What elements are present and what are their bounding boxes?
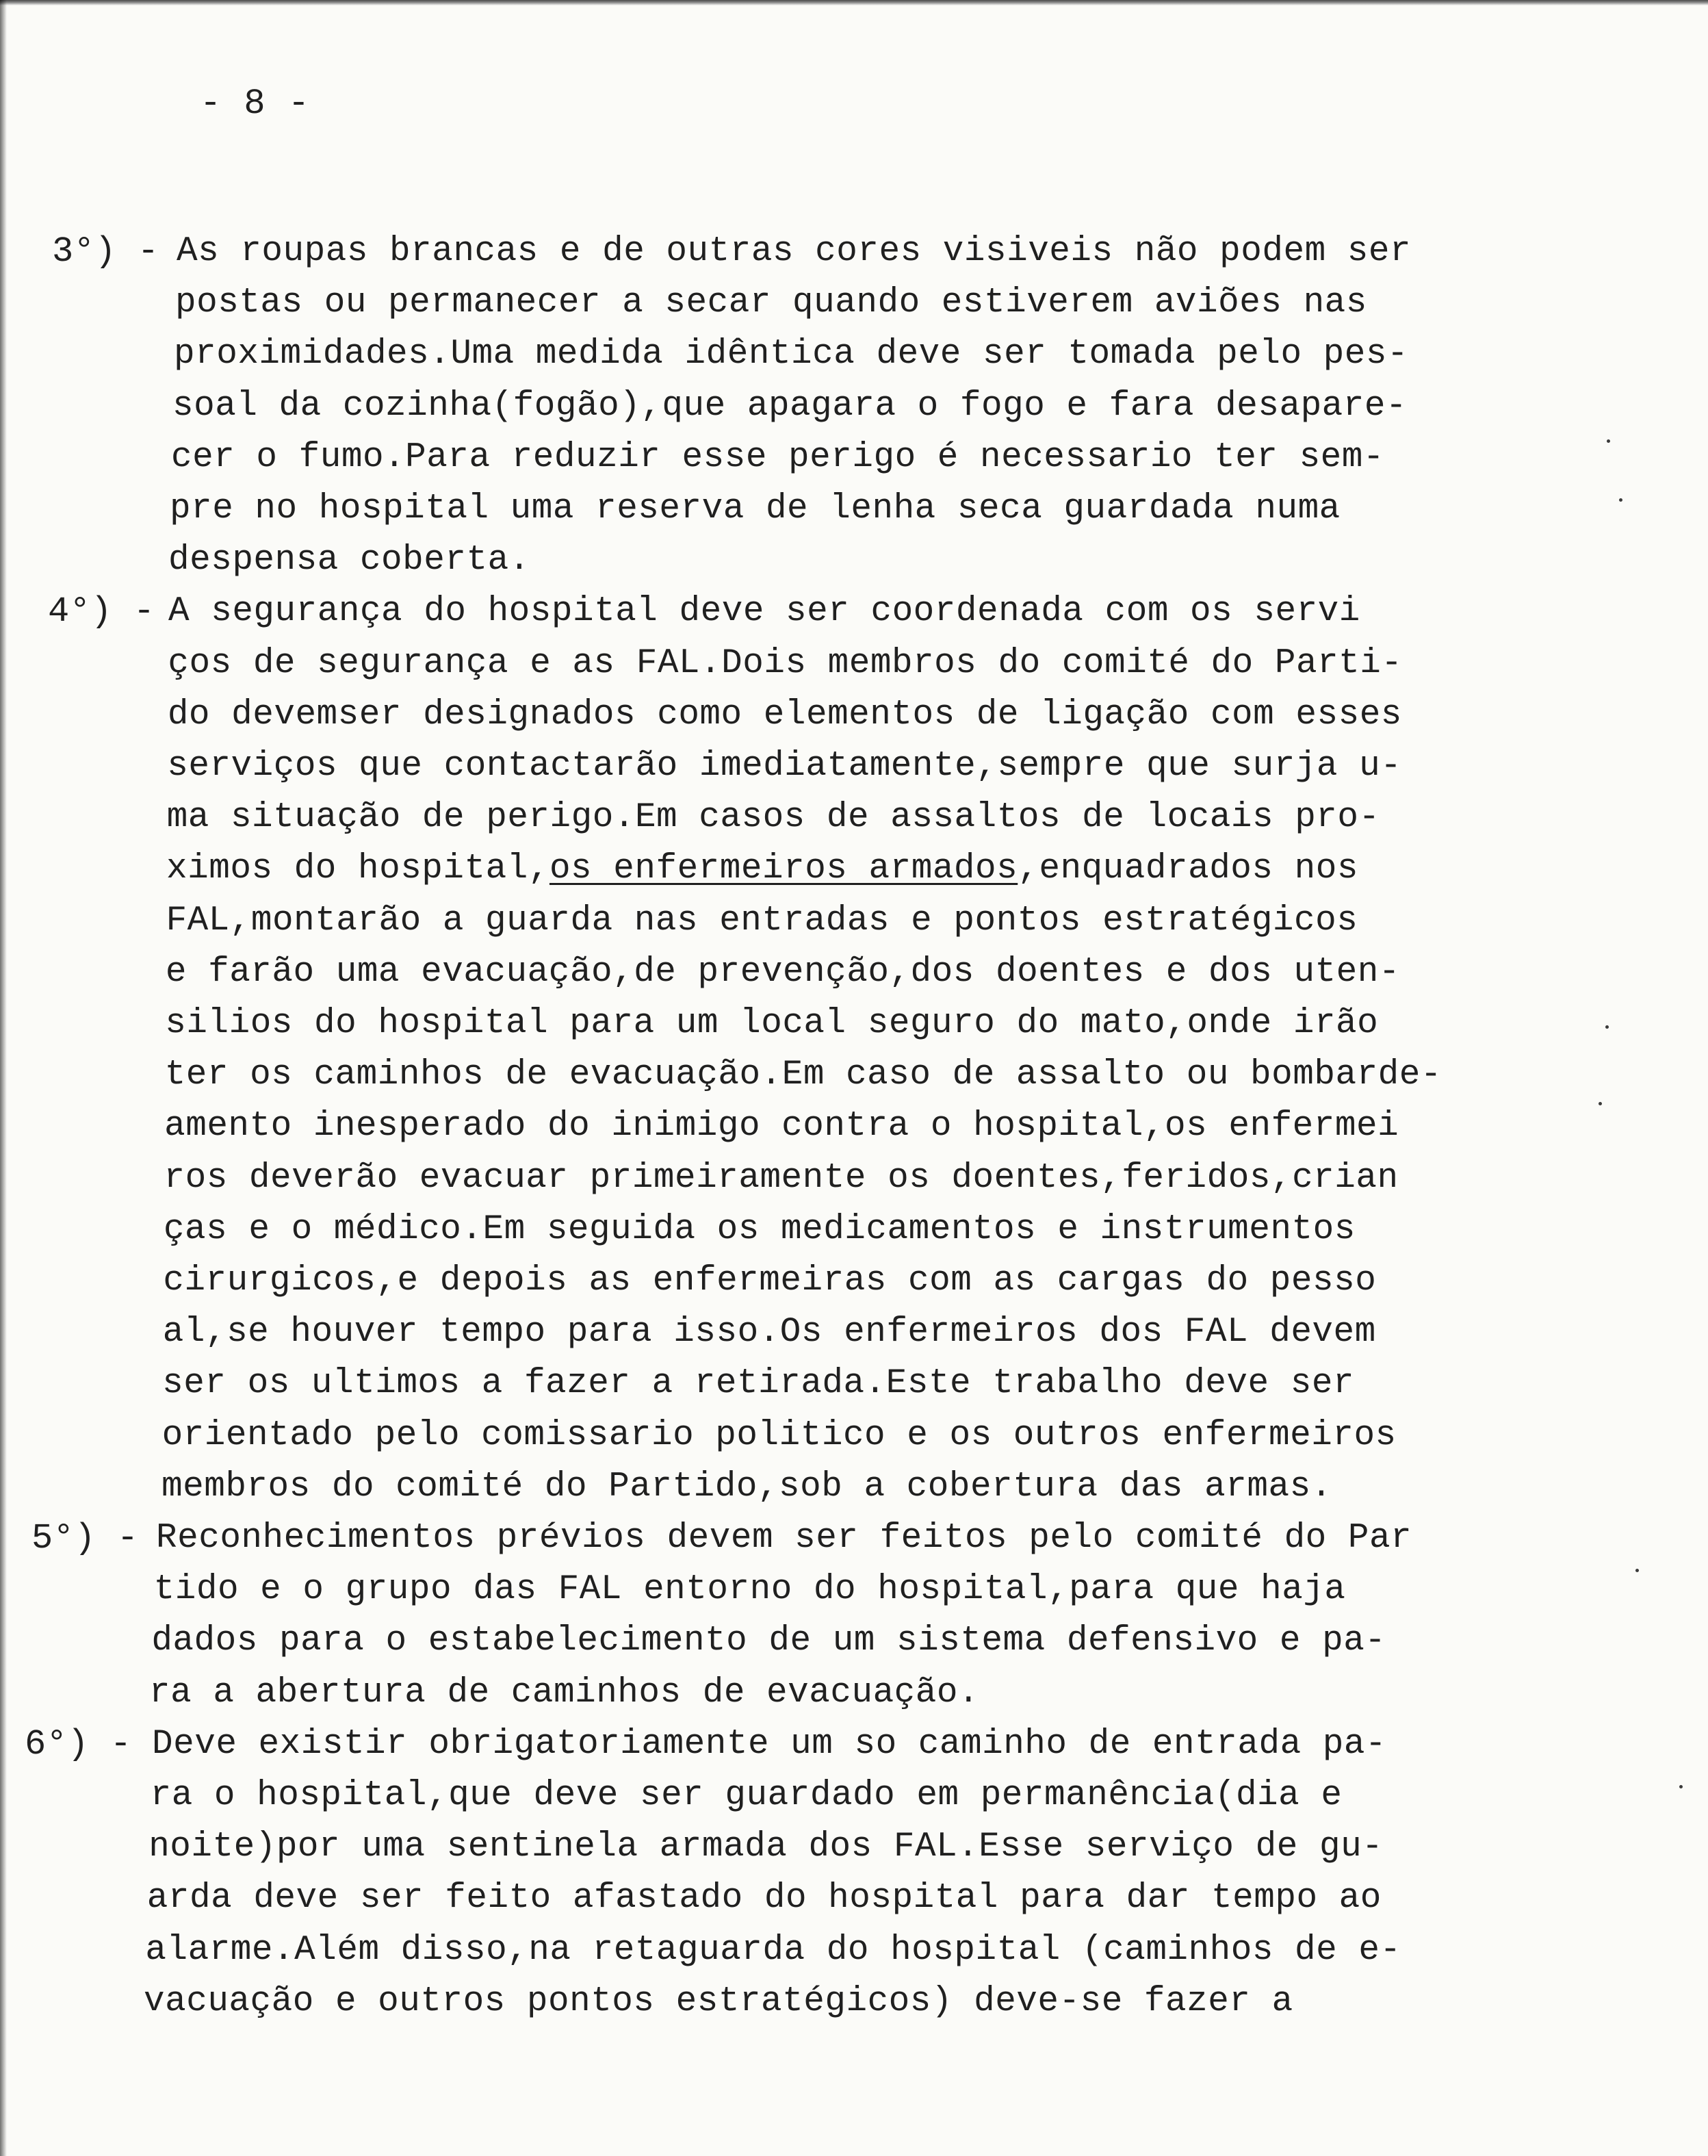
page-number: - 8 - — [200, 84, 311, 124]
text-line: serviços que contactarão imediatamente,sempre que surja u- — [167, 747, 1402, 786]
text-line: dados para o estabelecimento de um sistema defensivo e pa- — [151, 1621, 1386, 1661]
item-marker: 6°) - — [25, 1723, 132, 1764]
text-line: membros do comité do Partido,sob a cobertura das armas. — [161, 1467, 1332, 1506]
text-line: pre no hospital uma reserva de lenha seca guardada numa — [170, 489, 1341, 528]
text-line: Deve existir obrigatoriamente um so caminho de entrada pa- — [152, 1724, 1387, 1764]
text-line: Reconhecimentos prévios devem ser feitos pelo comité do Par — [156, 1519, 1412, 1558]
scan-speck — [1607, 439, 1610, 443]
text-line: silios do hospital para um local seguro do mato,onde irão — [165, 1004, 1379, 1043]
text-line: al,se houver tempo para isso.Os enfermeiros dos FAL devem — [162, 1313, 1376, 1352]
top-edge-shadow — [0, 0, 1708, 5]
text-line: e farão uma evacuação,de prevenção,dos doentes e dos uten- — [165, 952, 1400, 992]
text-line: amento inesperado do inimigo contra o hospital,os enfermei — [164, 1107, 1399, 1146]
text-line: cer o fumo.Para reduzir esse perigo é necessario ter sem- — [171, 437, 1384, 477]
scan-speck — [1679, 1785, 1683, 1788]
text-line: cirurgicos,e depois as enfermeiras com as cargas do pesso — [163, 1261, 1377, 1300]
left-edge-shadow — [0, 0, 7, 2156]
item-marker: 3°) - — [52, 231, 159, 272]
text-line: ças e o médico.Em seguida os medicamentos e instrumentos — [163, 1209, 1356, 1249]
text-line: proximidades.Uma medida idêntica deve ser tomada pelo pes- — [174, 335, 1409, 374]
text-line: orientado pelo comissario politico e os outros enfermeiros — [161, 1415, 1397, 1455]
text-line: arda deve ser feito afastado do hospital para dar tempo ao — [146, 1879, 1382, 1918]
line-text-segment: ,enquadrados nos — [1018, 849, 1358, 889]
item-marker: 5°) - — [31, 1518, 139, 1558]
text-line: ser os ultimos a fazer a retirada.Este trabalho deve ser — [162, 1364, 1355, 1404]
text-line: As roupas brancas e de outras cores visiveis não podem ser — [177, 232, 1412, 271]
scan-speck — [1619, 498, 1622, 502]
scan-speck — [1635, 1569, 1639, 1572]
text-line: ma situação de perigo.Em casos de assaltos de locais pro- — [166, 798, 1380, 838]
text-line: ra a abertura de caminhos de evacuação. — [149, 1673, 980, 1712]
text-line: ros deverão evacuar primeiramente os doentes,feridos,crian — [164, 1158, 1399, 1198]
text-line: do devemser designados como elementos de ligação com esses — [167, 695, 1402, 734]
text-line: noite)por uma sentinela armada dos FAL.Esse serviço de gu- — [148, 1827, 1384, 1867]
item-marker: 4°) - — [48, 591, 155, 632]
text-line: ra o hospital,que deve ser guardado em permanência(dia e — [150, 1776, 1343, 1815]
text-line: postas ou permanecer a secar quando estiverem aviões nas — [175, 283, 1367, 323]
text-line: vacuação e outros pontos estratégicos) deve-se fazer a — [144, 1981, 1293, 2021]
text-line: tido e o grupo das FAL entorno do hospital,para que haja — [153, 1570, 1346, 1610]
text-line: FAL,montarão a guarda nas entradas e pontos estratégicos — [166, 901, 1358, 940]
text-line: soal da cozinha(fogão),que apagara o fogo e fara desapare- — [172, 386, 1408, 426]
text-line: ços de segurança e as FAL.Dois membros do comité do Parti- — [168, 643, 1403, 683]
scan-speck — [1599, 1102, 1602, 1105]
line-text-segment: ximos do hospital, — [166, 849, 549, 889]
text-line — [166, 849, 1358, 890]
text-line: despensa coberta. — [168, 541, 530, 580]
text-line: alarme.Além disso,na retaguarda do hospital (caminhos de e- — [145, 1930, 1401, 1970]
scan-speck — [1605, 1025, 1609, 1029]
text-line: ter os caminhos de evacuação.Em caso de assalto ou bombarde- — [164, 1055, 1442, 1095]
underlined-phrase: os enfermeiros armados — [549, 849, 1018, 889]
text-line: A segurança do hospital deve ser coordenada com os servi — [168, 592, 1360, 632]
